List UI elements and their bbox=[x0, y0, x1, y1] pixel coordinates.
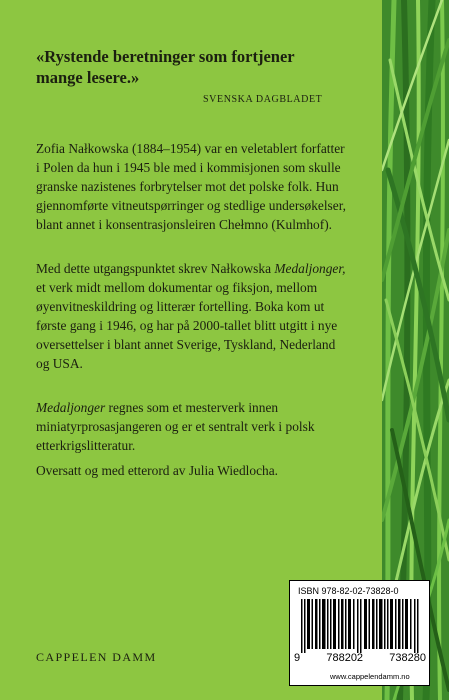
isbn-barcode-box bbox=[289, 580, 430, 686]
review-quote: «Rystende beretninger som fortjener mange lesere.» bbox=[36, 47, 295, 87]
paragraph-text: et verk midt mellom dokumentar og fiksjon, mellom øyenvitneskildring og litterær fortelling. Boka kom ut første gang i 1946, og har på 2000-tallet blitt utgitt i nye oversettelser i blant annet Sverige, Tyskland, Nederland og USA. bbox=[36, 280, 338, 371]
paragraph-translator: Oversatt og med etterord av Julia Wiedlocha. bbox=[36, 463, 279, 478]
book-title-italic: Medaljonger bbox=[36, 400, 106, 415]
paragraph-author-bio: Zofia Nałkowska (1884–1954) var en veletablert forfatter i Polen da hun i 1945 ble med i kommisjonen som skulle granske nazistenes forbrytelser mot det polske folk. Hun gjennomførte vitneutspørringer og stedlige undersøkelser, blant annet i konsentrasjonsleiren Chełmno (Kulmhof). bbox=[36, 141, 346, 232]
review-source: SVENSKA DAGBLADET bbox=[203, 94, 323, 105]
barcode-digits bbox=[294, 652, 426, 664]
book-title-italic: Medaljonger, bbox=[274, 261, 346, 276]
paragraph-text: Med dette utgangspunktet skrev Nałkowska bbox=[36, 261, 275, 276]
publisher-url: www.cappelendamm.no bbox=[330, 672, 410, 681]
paragraph-text: regnes som et mesterverk innen miniatyrprosasjangeren og er et sentralt verk i polsk etterkrigslitteratur. bbox=[36, 400, 315, 453]
barcode-digit-group: 788202 bbox=[326, 652, 364, 664]
barcode-digit-group: 9 bbox=[294, 652, 301, 664]
paragraph-significance bbox=[36, 398, 346, 455]
barcode-icon bbox=[301, 599, 419, 653]
barcode-digit-group: 738280 bbox=[389, 652, 426, 664]
isbn-number: ISBN 978-82-02-73828-0 bbox=[298, 586, 399, 596]
publisher-name: CAPPELEN DAMM bbox=[36, 650, 157, 664]
paragraph-book-origin bbox=[36, 259, 346, 373]
